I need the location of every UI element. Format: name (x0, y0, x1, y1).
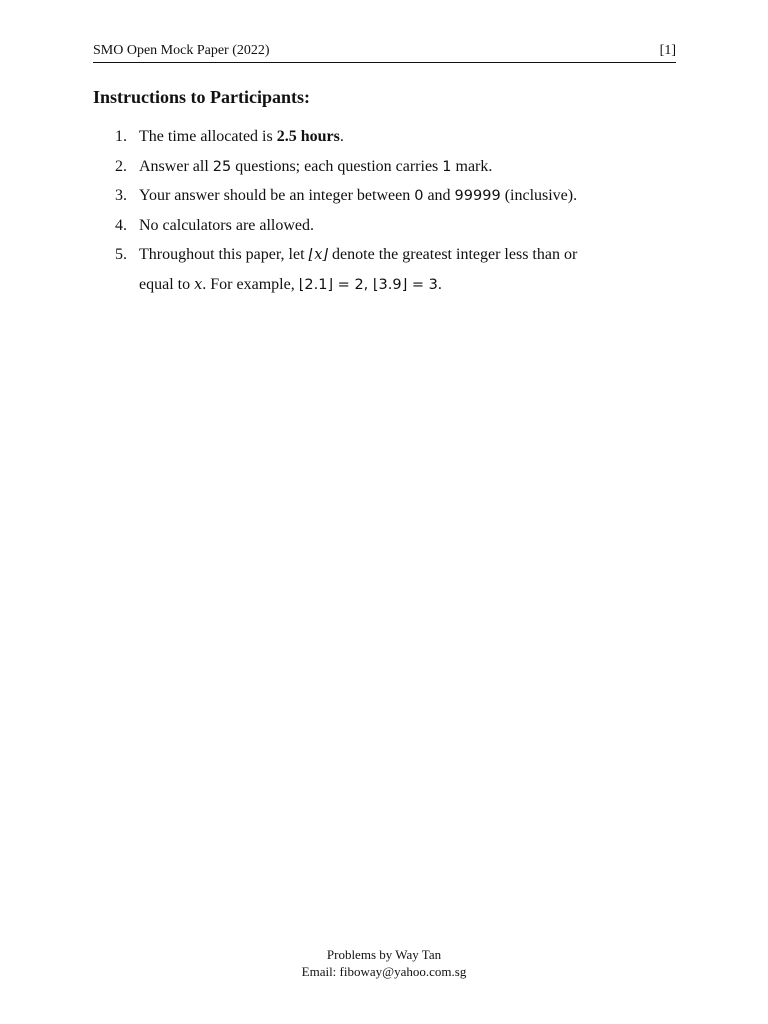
instructions-heading: Instructions to Participants: (93, 87, 310, 107)
math-variable-x: x (194, 277, 203, 293)
floor-example: ⌊2.1⌋ = 2, ⌊3.9⌋ = 3 (298, 277, 438, 293)
instruction-number: 5. (115, 246, 127, 263)
instruction-number: 1. (115, 128, 127, 145)
instruction-item-2 (93, 156, 676, 178)
instruction-item-1 (93, 126, 676, 148)
instruction-text: No calculators are allowed. (139, 216, 315, 234)
page-number: [1] (659, 43, 676, 58)
instruction-number: 3. (115, 187, 127, 204)
instruction-text: . For example, (202, 276, 299, 293)
instruction-item-4 (93, 215, 676, 237)
instruction-text: . (339, 128, 344, 145)
footer-author: Problems by Way Tan (326, 947, 442, 962)
instruction-text: denote the greatest integer less than or (328, 246, 578, 263)
instruction-number: 4. (115, 216, 127, 234)
instruction-text: and (423, 187, 455, 204)
page-footer (0, 946, 768, 980)
answer-min: 0 (414, 188, 424, 204)
marks-per-question: 1 (442, 158, 452, 175)
instruction-text: equal to (139, 276, 195, 293)
instruction-text: The time allocated is (139, 128, 277, 145)
page-header (93, 43, 676, 63)
instruction-text: Your answer should be an integer between (139, 187, 415, 204)
time-allocated: 2.5 hours (276, 128, 340, 145)
footer-email: Email: fiboway@yahoo.com.sg (301, 964, 467, 979)
instruction-text: mark. (451, 157, 493, 175)
instruction-item-3 (93, 185, 676, 207)
instructions-list (93, 126, 676, 304)
instruction-text: . (437, 276, 442, 293)
floor-notation: ⌊x⌋ (308, 247, 329, 263)
paper-title: SMO Open Mock Paper (2022) (93, 43, 270, 58)
instruction-text: (inclusive). (500, 187, 578, 204)
instruction-item-5 (93, 244, 676, 296)
question-count: 25 (212, 158, 232, 175)
instruction-text: questions; each question carries (231, 157, 443, 175)
instruction-continuation (139, 274, 676, 296)
answer-max: 99999 (454, 188, 501, 204)
instruction-text: Throughout this paper, let (139, 246, 309, 263)
instruction-text: Answer all (139, 157, 213, 175)
instruction-number: 2. (115, 157, 127, 175)
